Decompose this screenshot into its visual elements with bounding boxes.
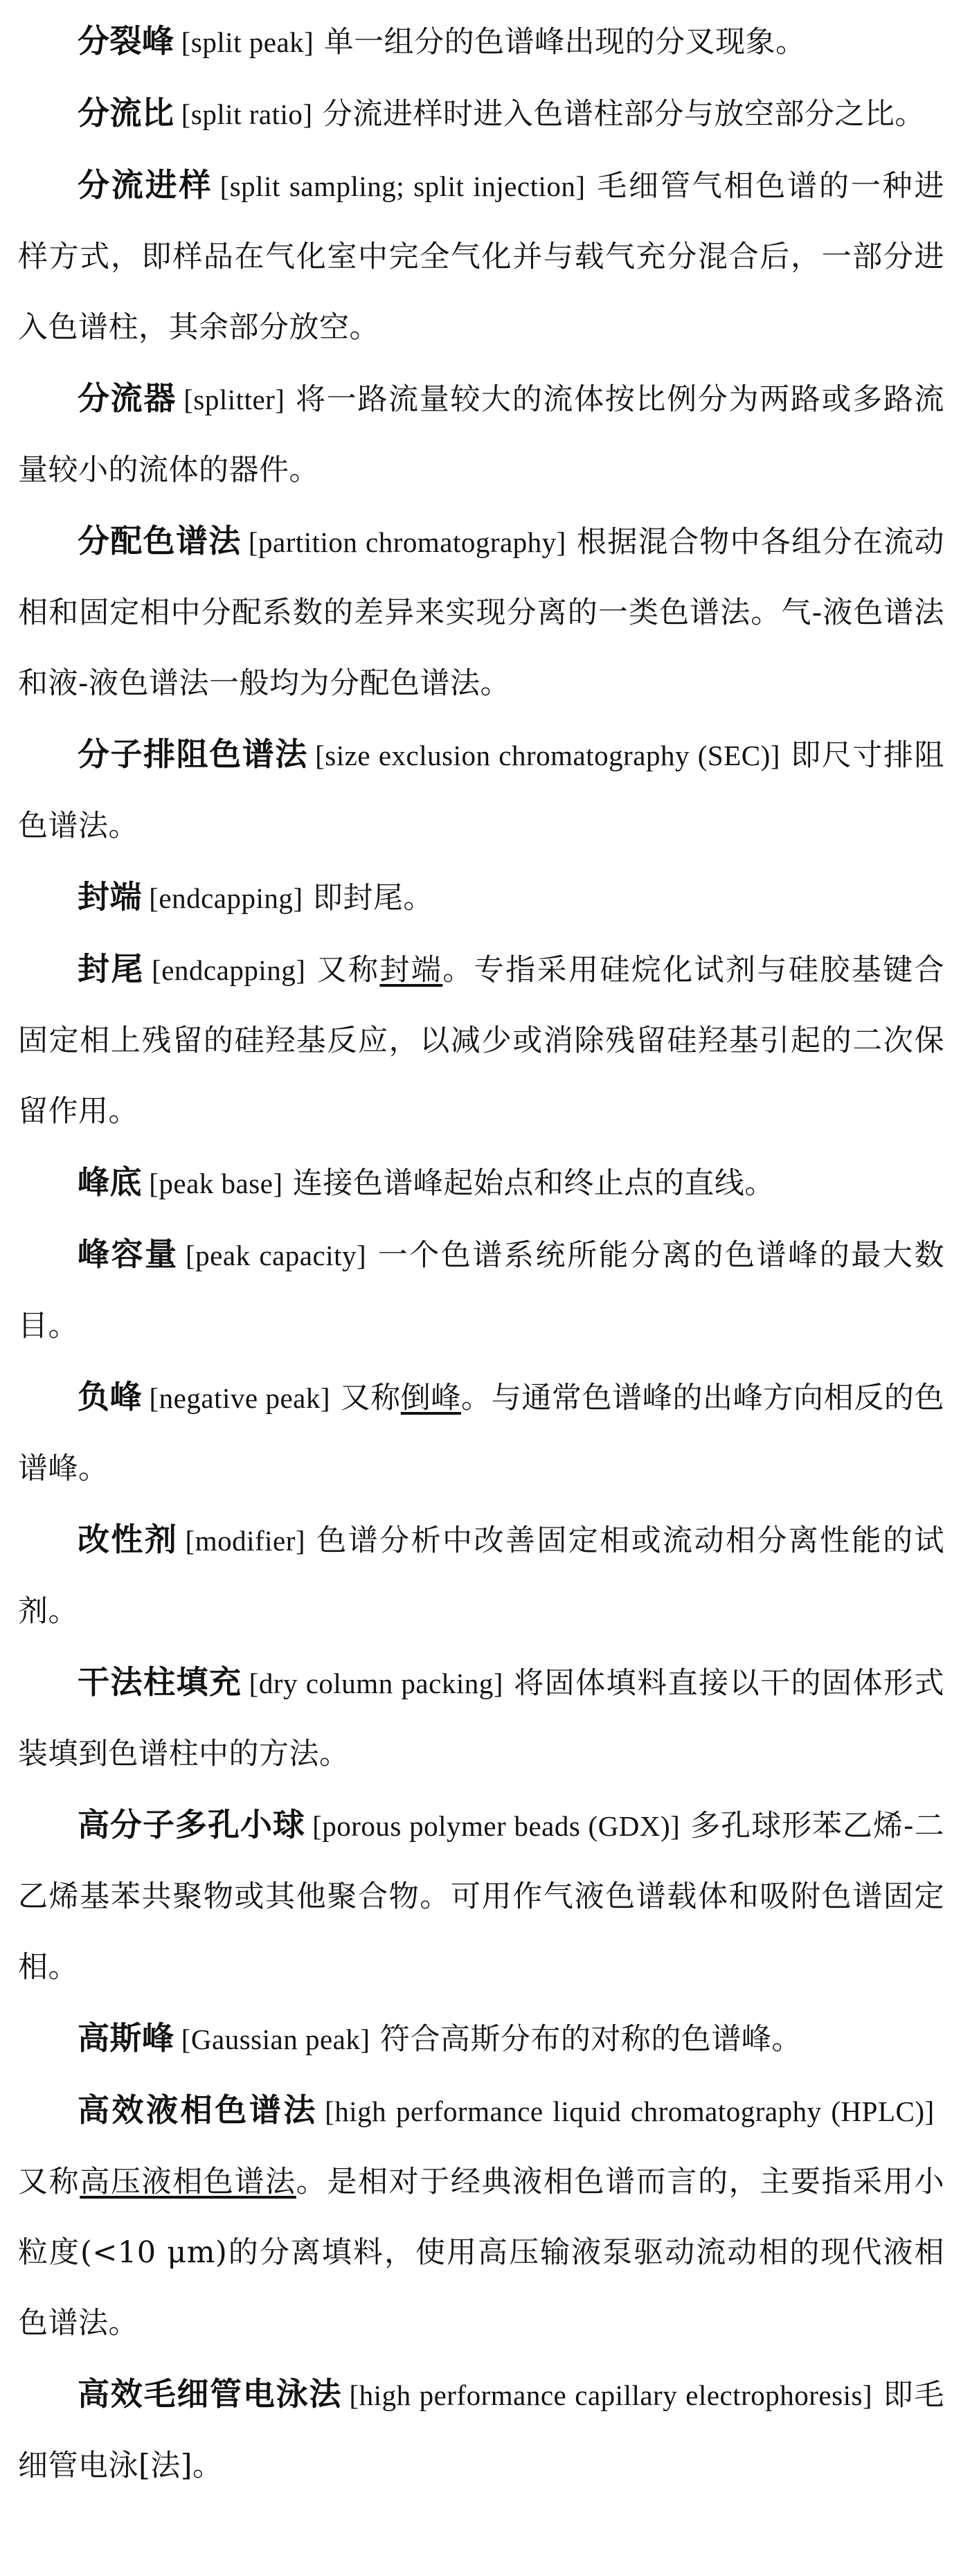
entry-definition: 色谱分析中改善固定相或流动相分离性能的试剂。: [18, 1523, 945, 1629]
entry-term: 分子排阻色谱法: [78, 735, 308, 773]
entry-term: 分流比: [78, 94, 174, 132]
entry-english: [split sampling; split injection]: [219, 170, 586, 202]
entry-english: [high performance liquid chromatography (HPLC)]: [325, 2095, 935, 2127]
entry-term: 封尾: [78, 950, 145, 987]
entry-definition: 多孔球形苯乙烯-二乙烯基苯共聚物或其他聚合物。可用作气液色谱载体和吸附色谱固定相。: [18, 1809, 945, 1985]
glossary-entry: [18, 719, 944, 861]
glossary-entry: [18, 2359, 944, 2501]
entry-term: 高斯峰: [78, 2019, 174, 2057]
entry-definition: 根据混合物中各组分在流动相和固定相中分配系数的差异来实现分离的一类色谱法。气-液色谱法和液-液色谱法一般均为分配色谱法。: [18, 525, 945, 701]
entry-definition: 。与通常色谱峰的出峰方向相反的色谱峰。: [18, 1381, 945, 1486]
glossary-entry: [18, 1647, 944, 1789]
entry-english: [size exclusion chromatography (SEC)]: [315, 740, 780, 771]
glossary-entry: [18, 861, 944, 933]
entry-definition-prefix: 又称: [18, 2165, 80, 2199]
entry-english: [peak capacity]: [186, 1240, 367, 1271]
entry-english: [split ratio]: [181, 98, 313, 130]
glossary-entry: [18, 6, 944, 78]
entry-term: 分配色谱法: [78, 522, 242, 560]
cross-reference-link[interactable]: 高压液相色谱法: [80, 2165, 296, 2199]
entry-english: [modifier]: [185, 1525, 306, 1557]
entry-english: [porous polymer beads (GDX)]: [312, 1810, 681, 1842]
entry-definition: 。是相对于经典液相色谱而言的，主要指采用小粒度(<10 μm)的分离填料，使用高压输液泵驱动流动相的现代液相色谱法。: [18, 2165, 945, 2341]
entry-definition: 连接色谱峰起始点和终止点的直线。: [292, 1166, 775, 1201]
entry-english: [negative peak]: [149, 1382, 330, 1414]
entry-english: [Gaussian peak]: [181, 2023, 370, 2055]
glossary-entry: [18, 933, 944, 1147]
glossary-entry: [18, 1789, 944, 2003]
glossary-entry: [18, 1361, 944, 1504]
entry-term: 封端: [78, 878, 142, 915]
entry-term: 分裂峰: [78, 22, 174, 60]
entry-definition: 将一路流量较大的流体按比例分为两路或多路流量较小的流体的器件。: [18, 382, 945, 488]
entry-english: [dry column packing]: [249, 1667, 503, 1699]
entry-definition: 。专指采用硅烷化试剂与硅胶基键合固定相上残留的硅羟基反应，以减少或消除残留硅羟基引起的二次保留作用。: [18, 953, 945, 1129]
glossary-entry: [18, 2075, 944, 2359]
glossary-entry: [18, 1147, 944, 1219]
entry-english: [high performance capillary electrophoresis]: [349, 2379, 873, 2411]
entry-term: 高效毛细管电泳法: [78, 2375, 343, 2413]
entry-term: 分流进样: [78, 166, 213, 204]
entry-english: [splitter]: [183, 384, 285, 415]
entry-definition: 符合高斯分布的对称的色谱峰。: [379, 2022, 802, 2057]
entry-definition: 一个色谱系统所能分离的色谱峰的最大数目。: [18, 1238, 945, 1343]
cross-reference-link[interactable]: 倒峰: [400, 1381, 462, 1415]
glossary-page: [18, 6, 944, 2501]
entry-definition: 即毛细管电泳[法]。: [18, 2378, 944, 2483]
glossary-entry: [18, 1504, 944, 1647]
entry-definition-prefix: 又称: [315, 953, 380, 987]
entry-definition: 分流进样时进入色谱柱部分与放空部分之比。: [322, 97, 925, 132]
entry-term: 干法柱填充: [78, 1663, 242, 1701]
entry-term: 高分子多孔小球: [78, 1806, 305, 1843]
entry-term: 负峰: [78, 1378, 143, 1415]
entry-english: [endcapping]: [152, 954, 306, 986]
entry-english: [endcapping]: [149, 882, 303, 914]
glossary-entry: [18, 78, 944, 150]
entry-definition: 毛细管气相色谱的一种进样方式，即样品在气化室中完全气化并与载气充分混合后，一部分进入色谱柱，其余部分放空。: [18, 169, 944, 345]
entry-english: [peak base]: [149, 1168, 283, 1199]
entry-term: 高效液相色谱法: [78, 2091, 318, 2129]
entry-definition: 单一组分的色谱峰出现的分叉现象。: [323, 25, 806, 60]
entry-term: 分流器: [78, 379, 177, 417]
glossary-entry: [18, 1219, 944, 1361]
glossary-entry: [18, 2003, 944, 2075]
glossary-entry: [18, 150, 944, 363]
entry-english: [partition chromatography]: [248, 526, 566, 558]
entry-definition: 将固体填料直接以干的固体形式装填到色谱柱中的方法。: [18, 1666, 944, 1771]
entry-term: 峰底: [78, 1163, 142, 1201]
entry-definition: 即封尾。: [312, 881, 433, 915]
entry-definition: 即尺寸排阻色谱法。: [18, 738, 945, 843]
entry-term: 峰容量: [78, 1235, 179, 1273]
glossary-entry: [18, 363, 944, 506]
entry-term: 改性剂: [78, 1521, 179, 1558]
entry-english: [split peak]: [181, 26, 314, 58]
cross-reference-link[interactable]: 封端: [379, 953, 443, 987]
entry-definition-prefix: 又称: [340, 1381, 401, 1415]
glossary-entry: [18, 506, 944, 719]
